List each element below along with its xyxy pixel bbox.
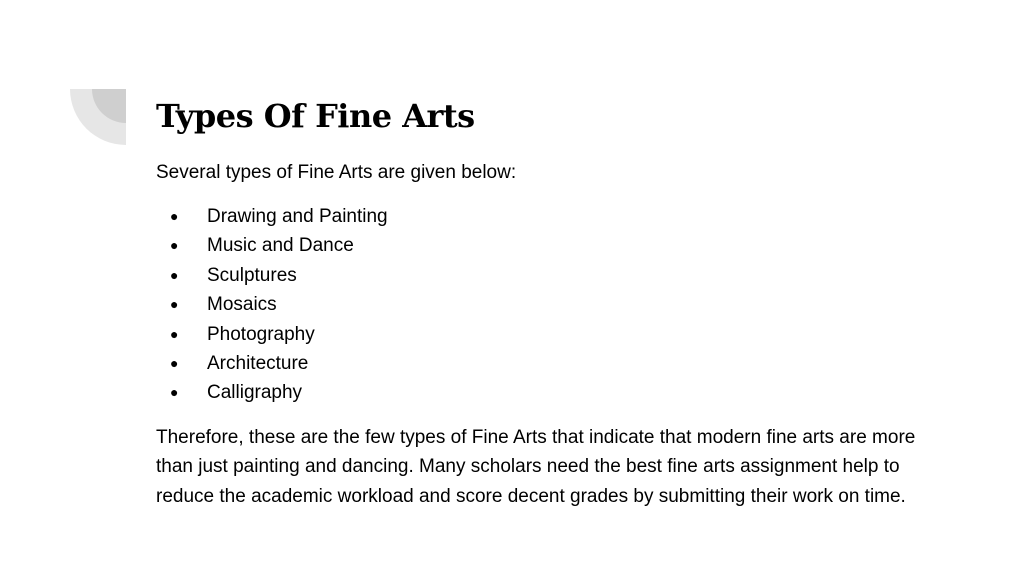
bullet-icon: ● xyxy=(170,384,179,401)
list-item-label: Photography xyxy=(207,323,315,345)
slide-title: Types Of Fine Arts xyxy=(156,97,475,135)
list-item-label: Sculptures xyxy=(207,264,297,286)
corner-decoration xyxy=(70,89,126,145)
list-item-label: Architecture xyxy=(207,352,309,374)
bullet-icon: ● xyxy=(170,296,179,313)
intro-text: Several types of Fine Arts are given below: xyxy=(156,162,517,183)
corner-decoration-inner xyxy=(92,89,126,123)
list-item-label: Drawing and Painting xyxy=(207,206,388,227)
list-item-label: Music and Dance xyxy=(207,235,354,257)
bullet-icon: ● xyxy=(170,325,179,342)
list-item-label: Mosaics xyxy=(207,294,277,316)
bullet-icon: ● xyxy=(170,354,179,371)
bullet-icon: ● xyxy=(170,237,179,254)
conclusion-paragraph: Therefore, these are the few types of Fine Arts that indicate that modern fine arts are more than just painting and dancing. Many scholars need the best fine arts assignment help to reduce the academic workload and score decent grades by submitting their work on time. xyxy=(156,427,916,507)
bullet-icon: ● xyxy=(170,266,179,283)
list-item-label: Calligraphy xyxy=(207,382,303,404)
bullet-icon: ● xyxy=(170,208,179,224)
